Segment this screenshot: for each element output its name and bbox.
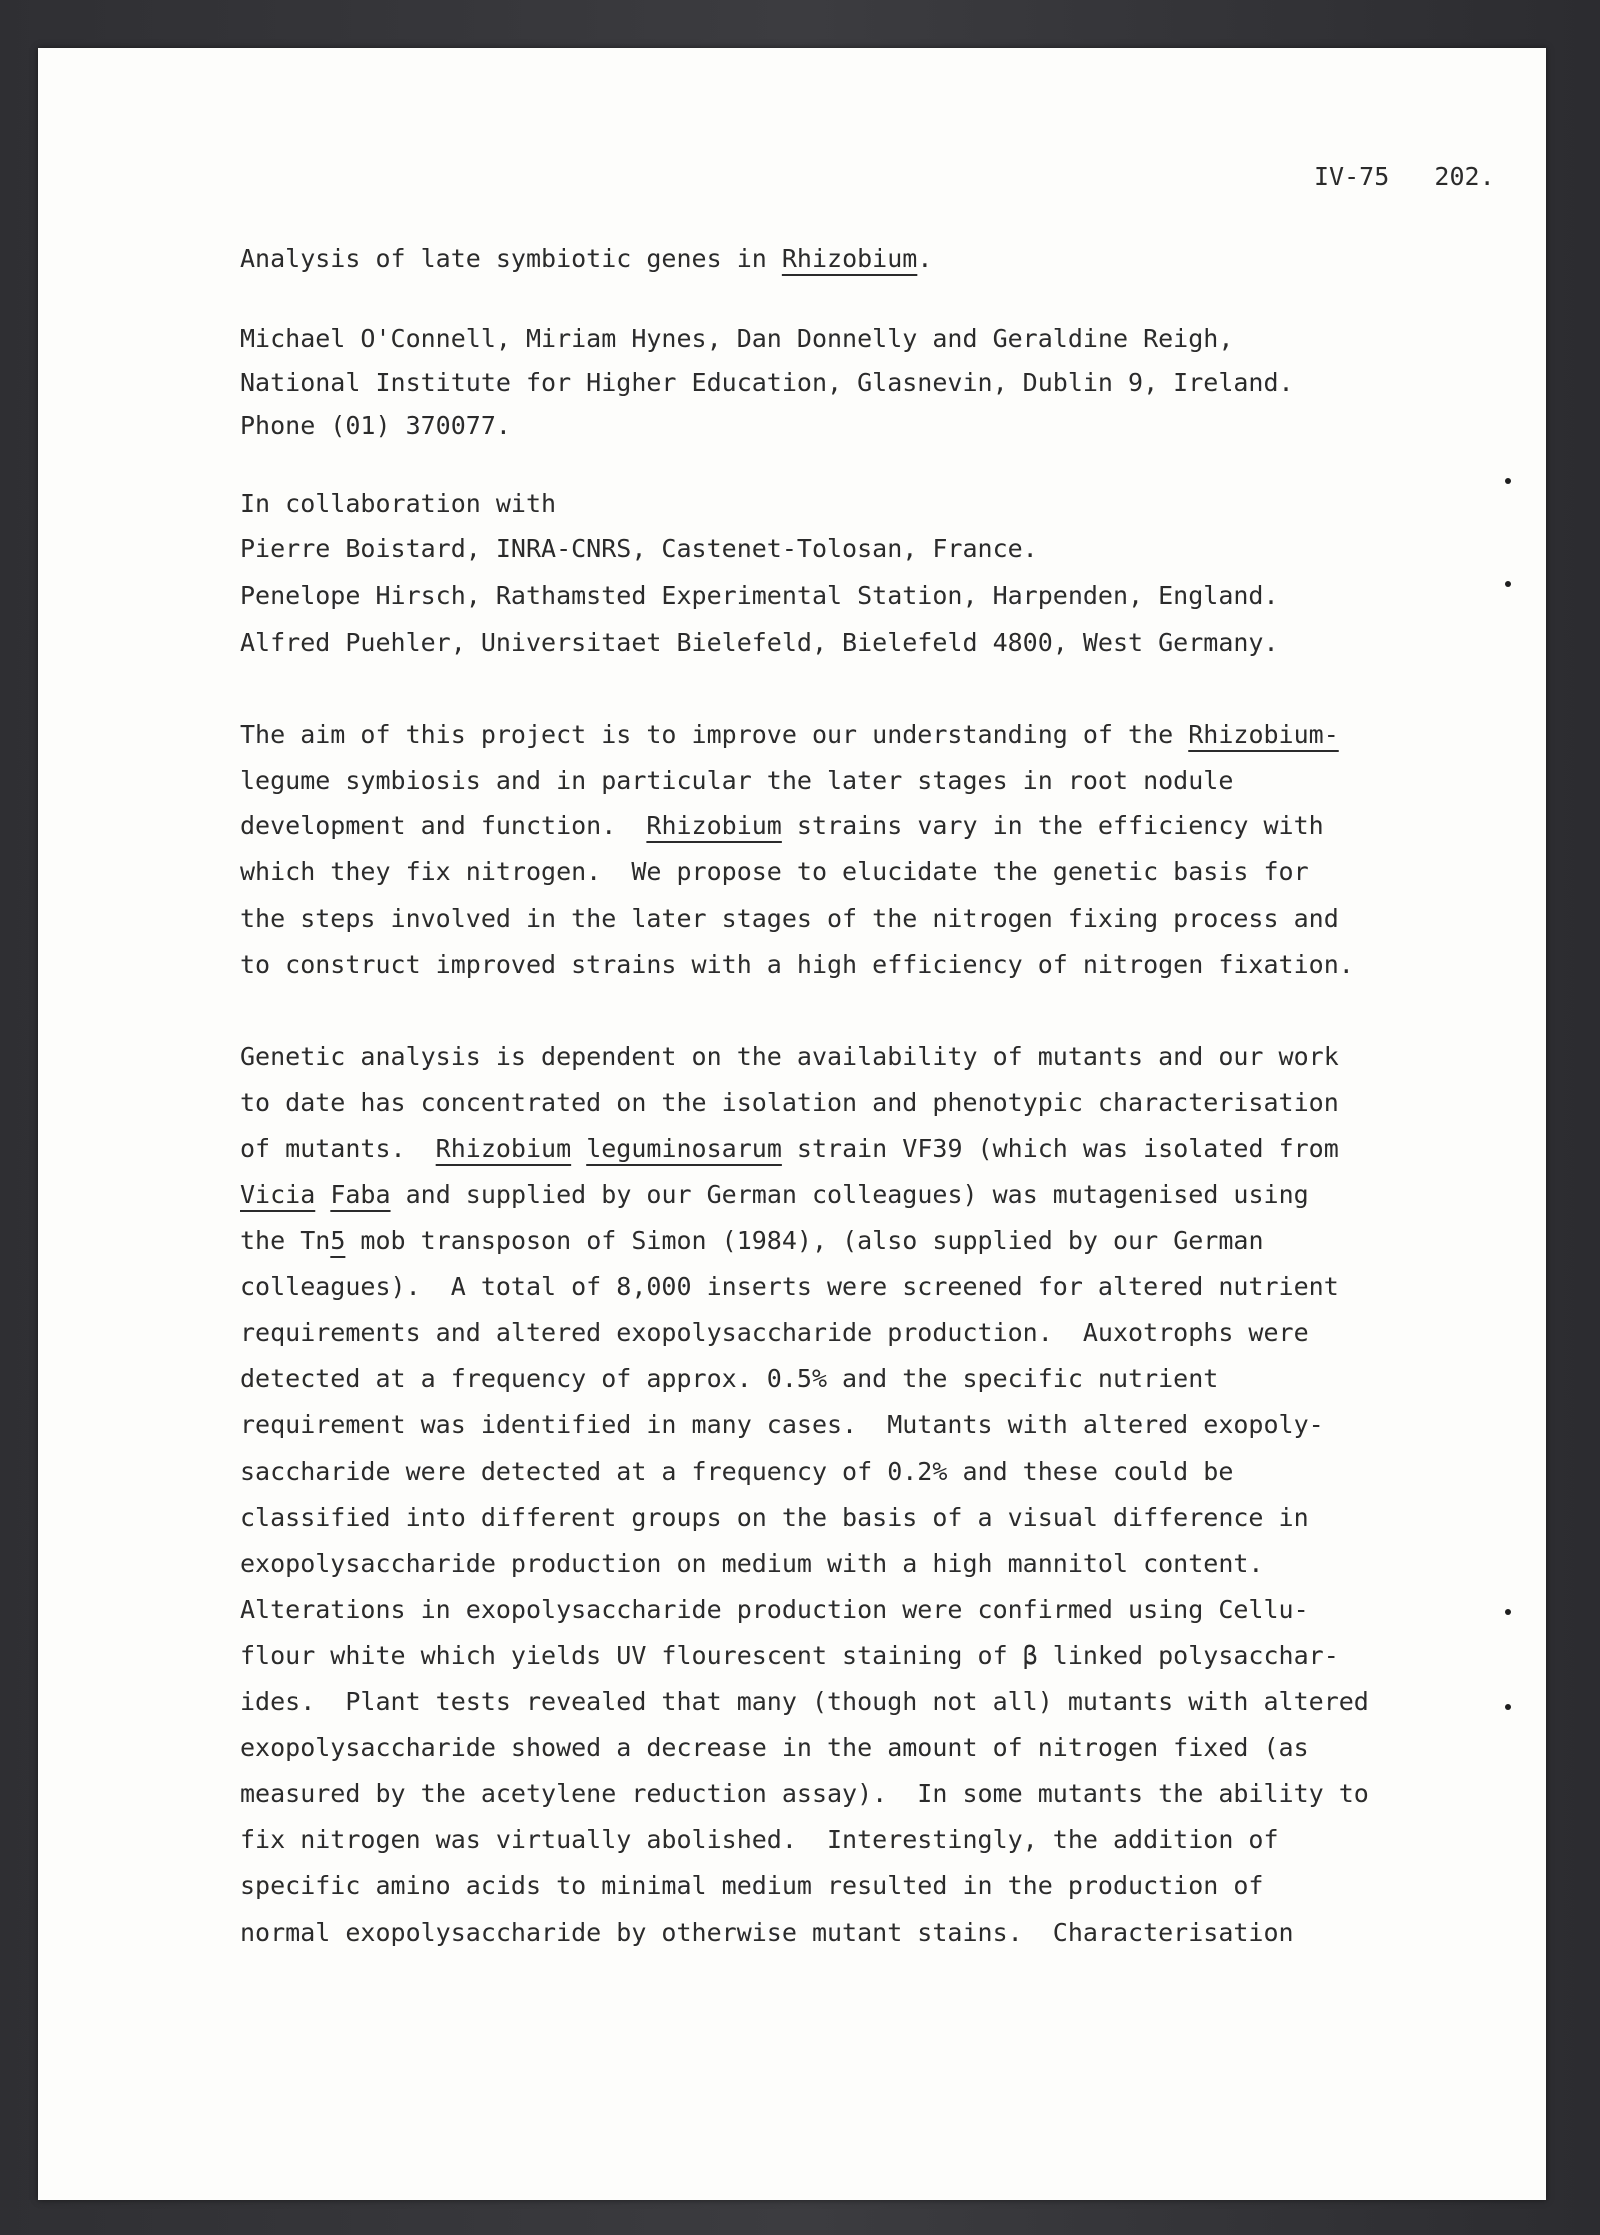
paragraph-line: classified into different groups on the basis of a visual difference in xyxy=(240,1503,1309,1532)
paragraph-line: fix nitrogen was virtually abolished. Interestingly, the addition of xyxy=(240,1825,1279,1854)
paragraph-line: of mutants. Rhizobium leguminosarum strain VF39 (which was isolated from xyxy=(240,1134,1339,1163)
author-line: Phone (01) 370077. xyxy=(240,411,511,440)
margin-mark xyxy=(1505,478,1511,484)
title-genus: Rhizobium xyxy=(781,244,918,273)
paragraph-line: legume symbiosis and in particular the later stages in root nodule xyxy=(240,766,1234,795)
author-line: Michael O'Connell, Miriam Hynes, Dan Donnelly and Geraldine Reigh, xyxy=(240,324,1234,353)
genus-name: Rhizobium xyxy=(646,811,782,840)
margin-mark xyxy=(1505,581,1511,587)
genus-name: Vicia xyxy=(240,1180,316,1209)
paragraph-line: The aim of this project is to improve our understanding of the Rhizobium- xyxy=(240,720,1339,749)
paragraph-line: to date has concentrated on the isolation and phenotypic characterisation xyxy=(240,1088,1339,1117)
paragraph-line: measured by the acetylene reduction assay). In some mutants the ability to xyxy=(240,1779,1369,1808)
genus-name: Rhizobium xyxy=(435,1134,572,1163)
species-name: leguminosarum xyxy=(586,1134,782,1163)
document-title: Analysis of late symbiotic genes in Rhizobium. xyxy=(240,244,933,273)
paragraph-line: exopolysaccharide showed a decrease in the amount of nitrogen fixed (as xyxy=(240,1733,1309,1762)
paragraph-line: to construct improved strains with a high efficiency of nitrogen fixation. xyxy=(240,950,1354,979)
paragraph-line: requirement was identified in many cases. Mutants with altered exopoly- xyxy=(240,1410,1324,1439)
transposon-number: 5 xyxy=(330,1226,346,1255)
collaboration-heading: In collaboration with xyxy=(240,489,557,518)
paragraph-line: exopolysaccharide production on medium with a high mannitol content. xyxy=(240,1549,1264,1578)
paragraph-line: Genetic analysis is dependent on the availability of mutants and our work xyxy=(240,1042,1339,1071)
margin-mark xyxy=(1505,1609,1511,1615)
paragraph-line: the Tn5 mob transposon of Simon (1984), (also supplied by our German xyxy=(240,1226,1264,1255)
paragraph-line: Alterations in exopolysaccharide production were confirmed using Cellu- xyxy=(240,1595,1309,1624)
paragraph-line: flour white which yields UV flourescent staining of β linked polysacchar- xyxy=(240,1641,1339,1670)
collaborator-line: Penelope Hirsch, Rathamsted Experimental Station, Harpenden, England. xyxy=(240,581,1279,610)
page-reference: IV-75 202. xyxy=(1314,162,1495,191)
paragraph-line: detected at a frequency of approx. 0.5% and the specific nutrient xyxy=(240,1364,1219,1393)
paragraph-line: Vicia Faba and supplied by our German colleagues) was mutagenised using xyxy=(240,1180,1309,1209)
collaborator-line: Alfred Puehler, Universitaet Bielefeld, Bielefeld 4800, West Germany. xyxy=(240,628,1279,657)
genus-name: Rhizobium- xyxy=(1188,720,1339,749)
paragraph-line: ides. Plant tests revealed that many (though not all) mutants with altered xyxy=(240,1687,1369,1716)
paragraph-line: specific amino acids to minimal medium resulted in the production of xyxy=(240,1871,1264,1900)
collaborator-line: Pierre Boistard, INRA-CNRS, Castenet-Tolosan, France. xyxy=(240,534,1038,563)
species-name: Faba xyxy=(330,1180,391,1209)
paragraph-line: development and function. Rhizobium strains vary in the efficiency with xyxy=(240,811,1324,840)
paragraph-line: saccharide were detected at a frequency of 0.2% and these could be xyxy=(240,1457,1234,1486)
paragraph-line: colleagues). A total of 8,000 inserts were screened for altered nutrient xyxy=(240,1272,1339,1301)
paragraph-line: normal exopolysaccharide by otherwise mutant stains. Characterisation xyxy=(240,1918,1294,1947)
paragraph-line: the steps involved in the later stages of the nitrogen fixing process and xyxy=(240,904,1339,933)
paragraph-line: requirements and altered exopolysaccharide production. Auxotrophs were xyxy=(240,1318,1309,1347)
author-line: National Institute for Higher Education, Glasnevin, Dublin 9, Ireland. xyxy=(240,368,1294,397)
margin-mark xyxy=(1505,1704,1511,1710)
paragraph-line: which they fix nitrogen. We propose to elucidate the genetic basis for xyxy=(240,857,1309,886)
